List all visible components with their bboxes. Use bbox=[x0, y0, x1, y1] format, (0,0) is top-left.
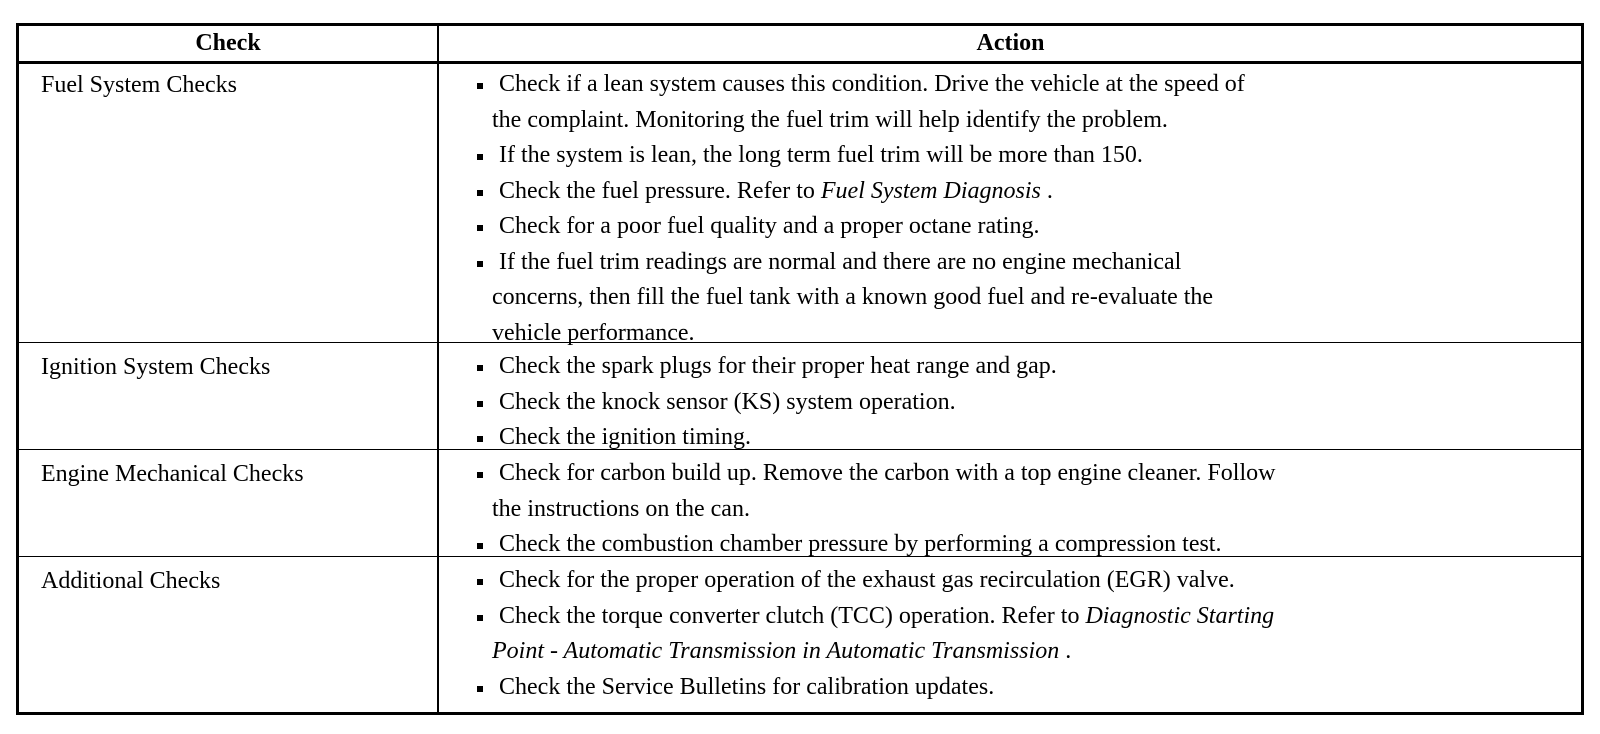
action-text: Check the combustion chamber pressure by performing a compression test. bbox=[499, 531, 1222, 557]
table-row bbox=[19, 343, 1581, 450]
action-text: the instructions on the can. bbox=[492, 495, 750, 522]
action-bullet-item bbox=[474, 349, 1561, 385]
action-text: If the fuel trim readings are normal and there are no engine mechanical bbox=[499, 248, 1182, 275]
action-bullet-item bbox=[474, 670, 1561, 706]
action-text-suffix: . bbox=[1040, 177, 1053, 204]
action-continuation-line bbox=[474, 492, 1561, 528]
action-text: Check for a poor fuel quality and a proper octane rating. bbox=[499, 213, 1040, 239]
diagnostic-table bbox=[16, 23, 1584, 715]
action-text: Check the fuel pressure. Refer to bbox=[499, 177, 821, 204]
action-bullet-item bbox=[474, 456, 1561, 492]
action-text: Check if a lean system causes this condition. Drive the vehicle at the speed of bbox=[499, 71, 1245, 97]
check-cell: Fuel System Checks bbox=[41, 72, 237, 98]
action-cell bbox=[474, 67, 1561, 351]
table-row bbox=[19, 557, 1581, 715]
action-continuation-line bbox=[474, 634, 1561, 670]
action-continuation-line bbox=[474, 280, 1561, 316]
check-cell: Additional Checks bbox=[41, 568, 221, 594]
action-cell bbox=[474, 349, 1561, 456]
action-text: vehicle performance. bbox=[492, 319, 695, 346]
action-bullet-item bbox=[474, 599, 1561, 635]
action-cell bbox=[474, 563, 1561, 705]
action-text: concerns, then fill the fuel tank with a known good fuel and re-evaluate the bbox=[492, 284, 1214, 310]
action-text: If the system is lean, the long term fuel trim will be more than 150. bbox=[499, 142, 1143, 168]
check-cell: Ignition System Checks bbox=[41, 354, 271, 380]
action-text: Check the ignition timing. bbox=[499, 424, 751, 450]
action-text: Check the torque converter clutch (TCC) operation. Refer to bbox=[499, 602, 1086, 629]
action-text: Check the spark plugs for their proper heat range and gap. bbox=[499, 353, 1057, 379]
action-bullet-item bbox=[474, 245, 1561, 281]
action-text: Check for carbon build up. Remove the carbon with a top engine cleaner. Follow bbox=[499, 460, 1276, 486]
header-action: Action bbox=[976, 30, 1045, 56]
reference-link-text: Diagnostic Starting bbox=[1085, 602, 1275, 629]
action-bullet-item bbox=[474, 563, 1561, 599]
action-bullet-item bbox=[474, 67, 1561, 103]
action-bullet-item bbox=[474, 209, 1561, 245]
action-text: Check the Service Bulletins for calibration updates. bbox=[499, 673, 995, 700]
action-text-suffix: . bbox=[1059, 638, 1072, 664]
action-bullet-item bbox=[474, 174, 1561, 210]
action-bullet-item bbox=[474, 138, 1561, 174]
action-bullet-item bbox=[474, 385, 1561, 421]
reference-link-text: Fuel System Diagnosis bbox=[820, 177, 1041, 204]
table-row bbox=[19, 61, 1581, 346]
action-cell bbox=[474, 456, 1561, 563]
reference-link-text: Point - Automatic Transmission in Automatic Transmission bbox=[492, 638, 1060, 664]
action-continuation-line bbox=[474, 103, 1561, 139]
action-text: Check the knock sensor (KS) system operation. bbox=[499, 388, 956, 415]
table-row bbox=[19, 450, 1581, 557]
table-header-row bbox=[19, 26, 1581, 64]
check-cell: Engine Mechanical Checks bbox=[41, 461, 304, 487]
action-text: Check for the proper operation of the exhaust gas recirculation (EGR) valve. bbox=[499, 567, 1235, 593]
header-check: Check bbox=[195, 30, 261, 56]
action-text: the complaint. Monitoring the fuel trim will help identify the problem. bbox=[492, 106, 1168, 133]
